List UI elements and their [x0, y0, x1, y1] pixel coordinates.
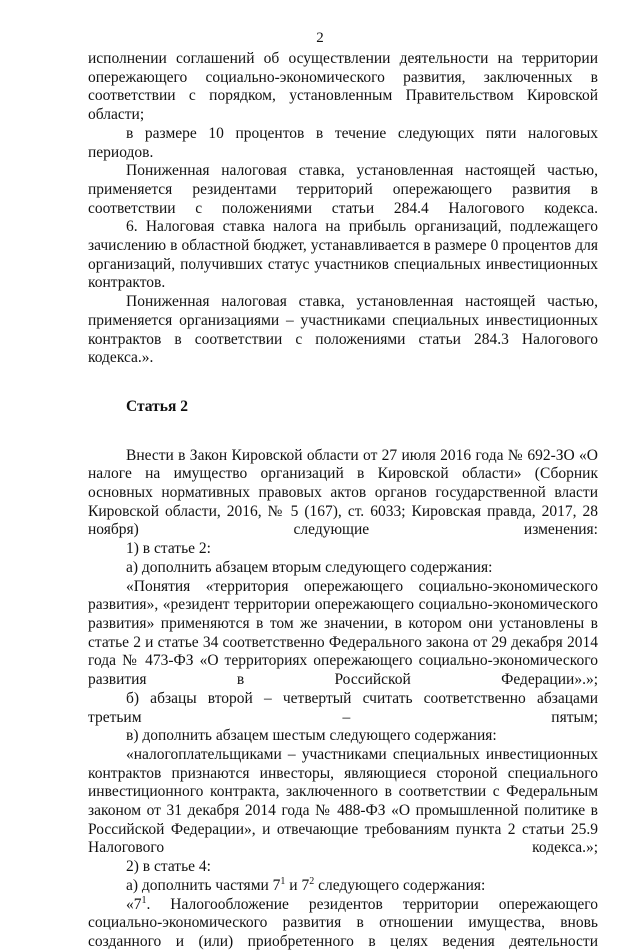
text-run: и 7	[285, 876, 310, 894]
paragraph: 2) в статье 4:	[126, 858, 211, 876]
text-run: следующего содержания:	[314, 876, 486, 894]
paragraph: а) дополнить абзацем вторым следующего содержания:	[126, 558, 493, 576]
paragraph: б) абзацы второй – четвертый считать соответственно абзацами третьим – пятым;	[88, 689, 598, 726]
paragraph: «Понятия «территория опережающего социально-экономического развития», «резидент территории опережающего социально-экономического развития» применяются в том же значении, в котором они установлены в статье 2 и статье 34 соответственно Федерального закона от 29 декабря 2014 года № 473-ФЗ «О территориях опережающего социально-экономического развития в Российской Федерации».»;	[88, 577, 598, 689]
paragraph: Пониженная налоговая ставка, установленная настоящей частью, применяется организациями – участниками специальных инвестиционных контрактов в соответствии с положениями статьи 284.3 Налогового кодекса.».	[88, 293, 598, 367]
document-body	[88, 50, 598, 952]
superscript: 1	[280, 875, 286, 887]
paragraph: исполнении соглашений об осуществлении деятельности на территории опережающего социально-экономического развития, заключенных в соответствии с порядком, установленным Правительством Кировской области;	[88, 50, 598, 124]
paragraph: в размере 10 процентов в течение следующих пяти налоговых периодов.	[88, 124, 598, 161]
paragraph: в) дополнить абзацем шестым следующего содержания:	[126, 727, 497, 745]
paragraph: «налогоплательщиками – участниками специальных инвестиционных контрактов признаются инвесторы, являющиеся стороной специального инвестиционного контракта, заключенного в соответствии с Федеральным законом от 31 декабря 2014 года № 488-ФЗ «О промышленной политике в Российской Федерации», и отвечающие требованиям пункта 2 статьи 25.9 Налогового кодекса.»;	[88, 745, 598, 857]
article-heading: Статья 2	[126, 397, 188, 415]
text-run: «7	[126, 895, 142, 913]
text-run: . Налогообложение резидентов территории опережающего социально-экономического развития в отношении имущества, вновь созданного и (или) приобретенного в целях ведения деятельности	[88, 895, 598, 950]
paragraph-with-superscripts	[88, 877, 598, 896]
paragraph: Пониженная налоговая ставка, установленная настоящей частью, применяется резидентами территорий опережающего развития в соответствии с положениями статьи 284.4 Налогового кодекса.	[88, 162, 598, 217]
text-run: а) дополнить частями 7	[126, 876, 281, 894]
paragraph: 6. Налоговая ставка налога на прибыль организаций, подлежащего зачислению в областной бюджет, устанавливается в размере 0 процентов для организаций, получивших статус участников специальных инвестиционных контрактов.	[88, 218, 598, 292]
superscript: 2	[309, 875, 315, 887]
page-number: 2	[316, 30, 324, 46]
paragraph: 1) в статье 2:	[126, 540, 211, 558]
superscript: 1	[141, 894, 147, 906]
paragraph-with-superscripts	[88, 896, 598, 952]
paragraph: Внести в Закон Кировской области от 27 июля 2016 года № 692-ЗО «О налоге на имущество организаций в Кировской области» (Сборник основных нормативных правовых актов органов государственной власти Кировской области, 2016, № 5 (167), ст. 6033; Кировская правда, 2017, 28 ноября) следующие изменения:	[88, 446, 598, 539]
